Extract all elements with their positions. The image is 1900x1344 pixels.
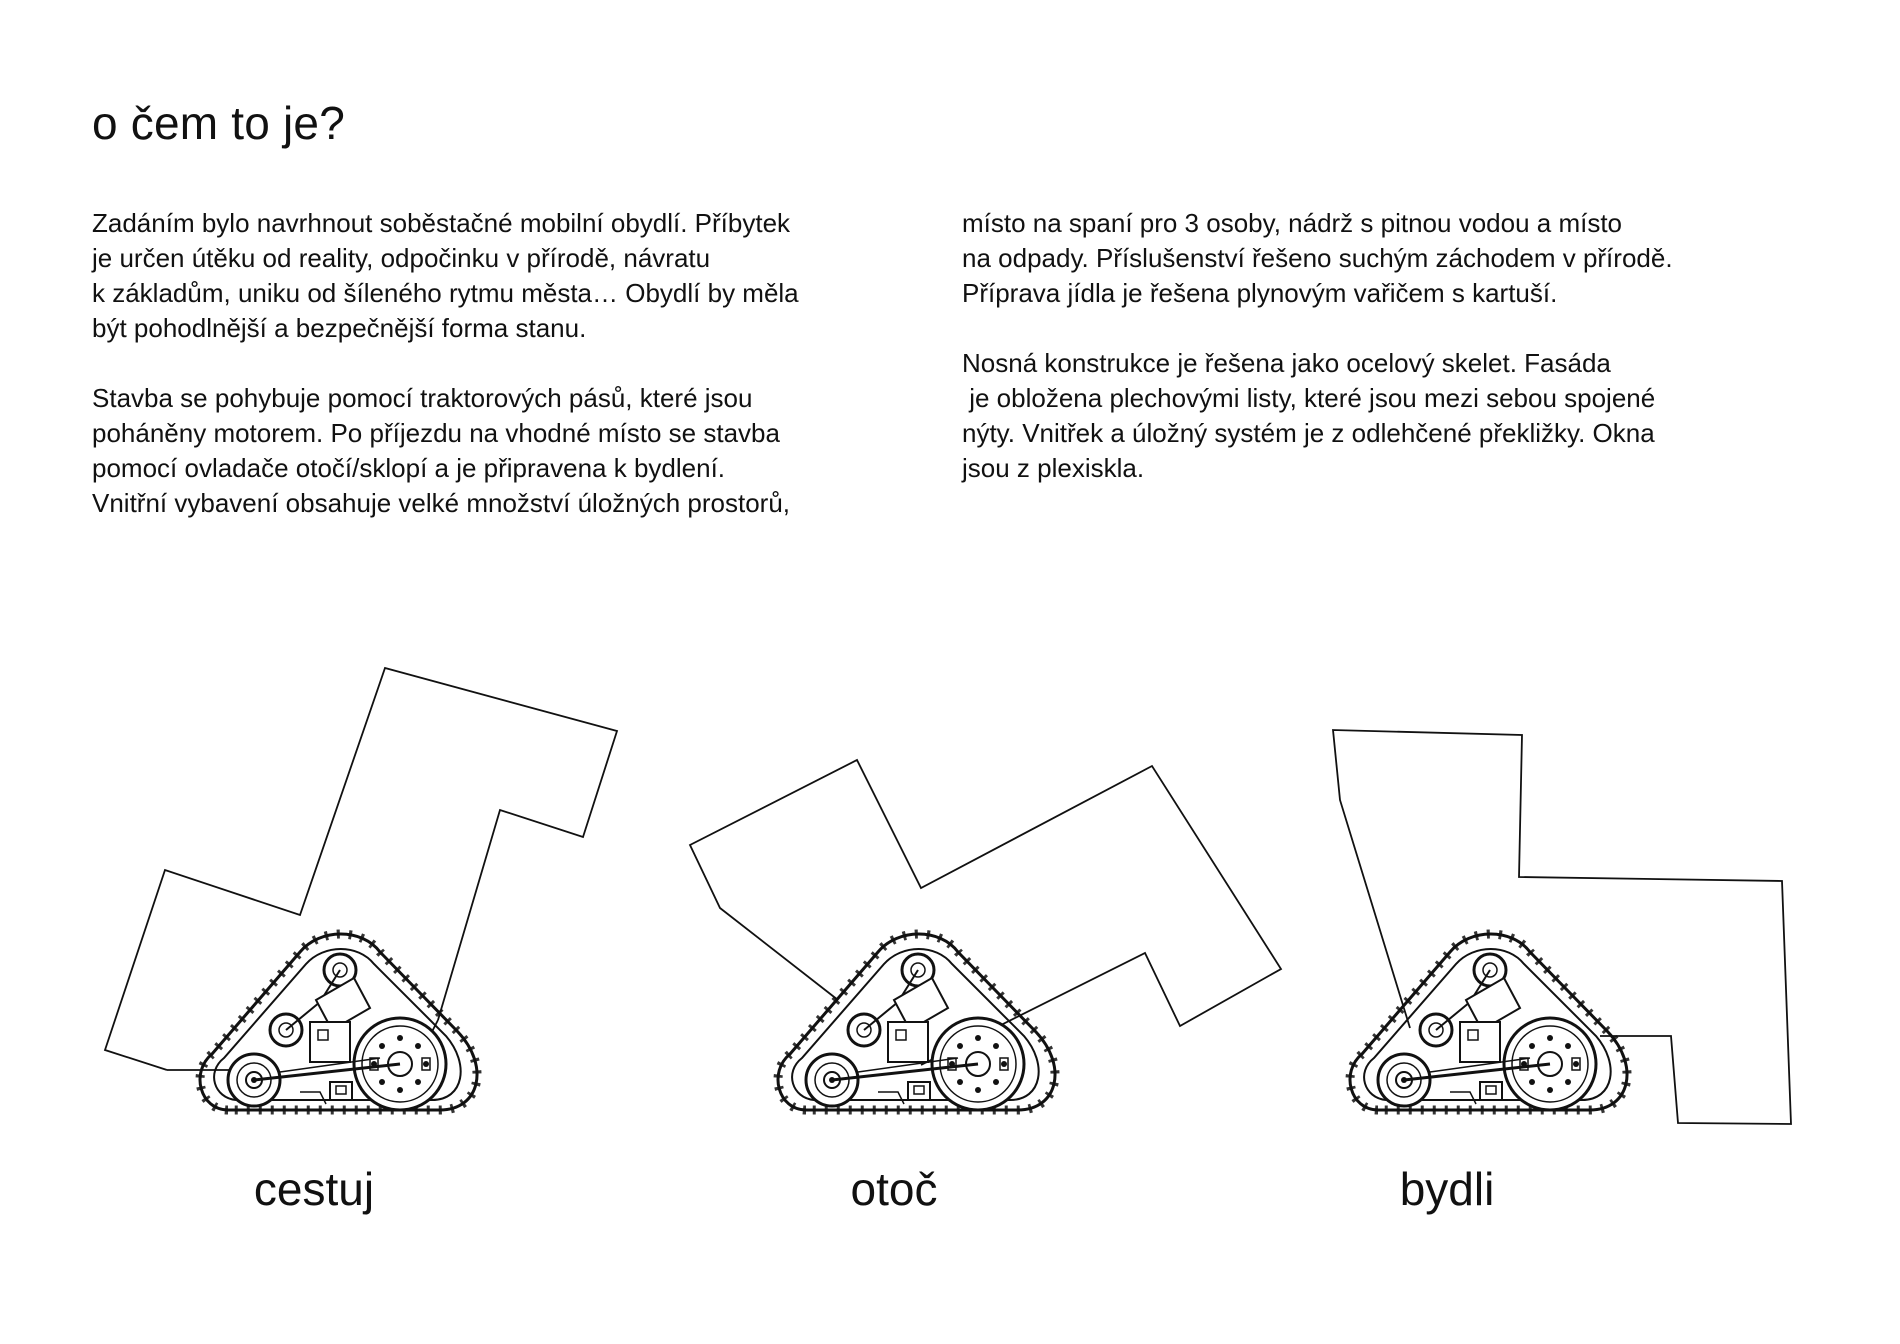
text-line: poháněny motorem. Po příjezdu na vhodné místo se stavba [92,418,780,448]
text-line: Nosná konstrukce je řešena jako ocelový skelet. Fasáda [962,348,1611,378]
text-line: na odpady. Příslušenství řešeno suchým záchodem v přírodě. [962,243,1673,273]
text-line: k základům, uniku od šíleného rytmu města… Obydlí by měla [92,278,799,308]
text-line: je určen útěku od reality, odpočinku v přírodě, návratu [92,243,711,273]
paragraph [962,346,1822,486]
text-line: je obložena plechovými listy, které jsou mezi sebou spojené [962,383,1656,413]
tracked-vehicle-icon [200,934,477,1110]
text-line: pomocí ovladače otočí/sklopí a je připravena k bydlení. [92,453,726,483]
caption-rotate: otoč [850,1163,938,1215]
paragraph [962,206,1822,311]
text-line: Vnitřní vybavení obsahuje velké množství úložných prostorů, [92,488,791,518]
text-line: místo na spaní pro 3 osoby, nádrž s pitnou vodou a místo [962,208,1623,238]
page-title: o čem to je? [92,97,345,149]
caption-travel: cestuj [253,1163,375,1215]
text-line: Stavba se pohybuje pomocí traktorových pásů, které jsou [92,383,753,413]
outline-body-travel [105,668,617,1070]
text-column-left [92,206,952,556]
tracked-vehicle-icon [1350,934,1627,1110]
text-line: Příprava jídla je řešena plynovým vařičem s kartuší. [962,278,1558,308]
paragraph [92,206,952,346]
text-line: být pohodlnější a bezpečnější forma stanu. [92,313,587,343]
text-line: nýty. Vnitřek a úložný systém je z odlehčené překližky. Okna [962,418,1655,448]
outline-body-live [1333,730,1791,1124]
outline-body-rotate [690,760,1281,1065]
text-column-right [962,206,1822,521]
tracked-vehicle-icon [778,934,1055,1110]
text-line: jsou z plexiskla. [962,453,1145,483]
text-line: Zadáním bylo navrhnout soběstačné mobilní obydlí. Příbytek [92,208,791,238]
paragraph [92,381,952,521]
caption-live: bydli [1399,1163,1495,1215]
